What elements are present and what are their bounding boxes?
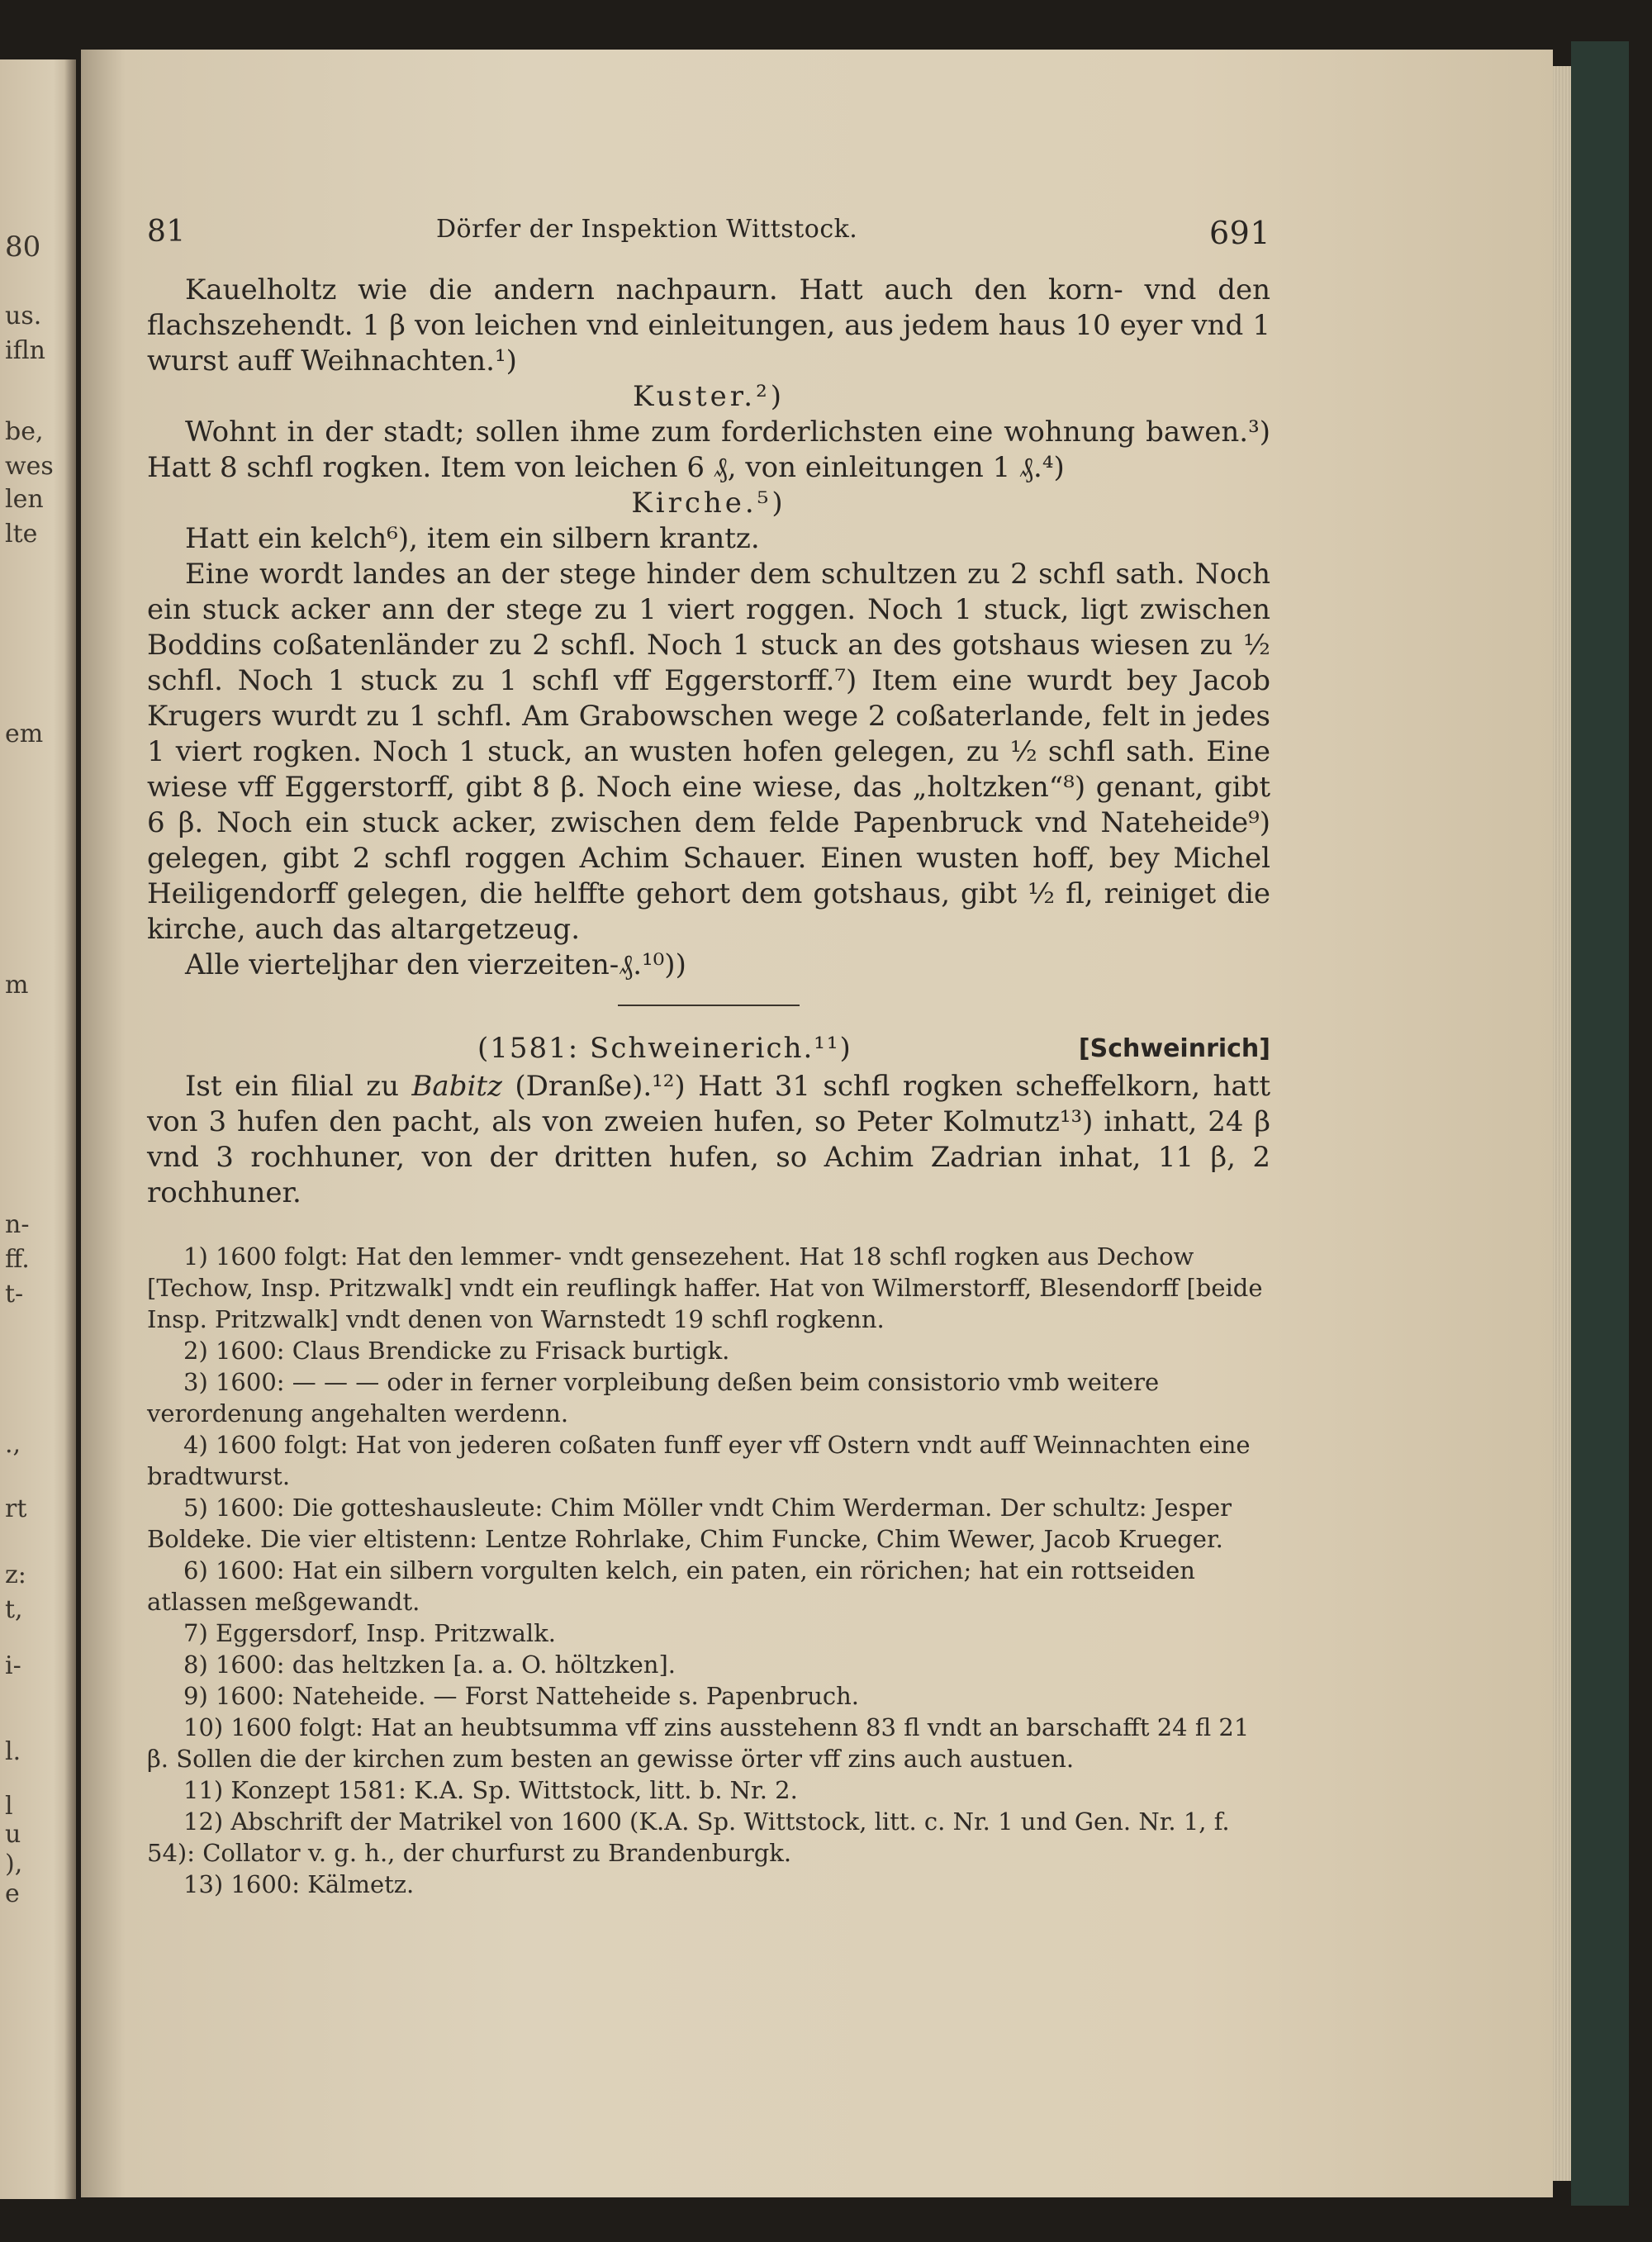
section-divider: [618, 1005, 800, 1006]
footnote: 7) Eggersdorf, Insp. Pritzwalk.: [183, 1619, 556, 1647]
book-gutter-shadow: [64, 59, 76, 2199]
section-number: 81: [147, 215, 186, 249]
left-facing-page: [0, 59, 76, 2199]
running-header: [147, 215, 1270, 273]
left-fragment: lte: [5, 520, 38, 549]
left-fragment: e: [5, 1879, 20, 1908]
kirche-paragraph: Hatt ein kelch⁶), item ein silbern krantz.: [185, 522, 760, 555]
left-fragment: i-: [5, 1651, 21, 1680]
right-page: [81, 50, 1553, 2197]
left-fragment: ff.: [5, 1245, 30, 1274]
schweinrich-modern-name: [Schweinrich]: [1078, 1034, 1270, 1063]
footnote: 8) 1600: das heltzken [a. a. O. höltzken].: [183, 1651, 676, 1679]
footnote: 9) 1600: Nateheide. — Forst Natteheide s. Papenbruch.: [183, 1682, 860, 1710]
footnote: 13) 1600: Kälmetz.: [183, 1870, 415, 1898]
left-fragment: em: [5, 720, 44, 748]
left-fragment: z:: [5, 1560, 26, 1589]
left-fragment: rt: [5, 1494, 27, 1523]
footnotes: [147, 1241, 1270, 1900]
footnote: 10) 1600 folgt: Hat an heubtsumma vff zins ausstehenn 83 fl vndt an barschafft 24 fl 21 β. Sollen die der kirchen zum besten an gewisse örter vff zins auch austuen.: [147, 1713, 1250, 1773]
left-fragment: .,: [5, 1430, 21, 1459]
left-fragment: us.: [5, 302, 42, 330]
page-number: 691: [1208, 215, 1270, 251]
main-text: [147, 273, 1270, 1211]
kirche-paragraph: Alle vierteljhar den vierzeiten-₰.¹⁰)): [185, 948, 686, 981]
footnote: 3) 1600: — — — oder in ferner vorpleibung deßen beim consistorio vmb weitere verordenung angehalten werdenn.: [147, 1368, 1160, 1427]
left-fragment: t,: [5, 1595, 23, 1624]
left-fragment: m: [5, 971, 29, 1000]
intro-paragraph: Kauelholtz wie die andern nachpaurn. Hatt auch den korn- vnd den flachszehendt. 1 β von leichen vnd einleitungen, aus jedem haus 10 eyer vnd 1 wurst auff Weihnachten.¹): [147, 273, 1270, 378]
footnote: 6) 1600: Hat ein silbern vorgulten kelch, ein paten, ein rörichen; hat ein rottseiden atlassen meßgewandt.: [147, 1556, 1195, 1616]
footnote: 1) 1600 folgt: Hat den lemmer- vndt gensezehent. Hat 18 schfl rogken aus Dechow [Techow, Insp. Pritzwalk] vndt ein reuflingk haffer. Hat von Wilmerstorff, Blesendorff [beide Insp. Pritzwalk] vndt denen von Warnstedt 19 schfl rogkenn.: [147, 1242, 1263, 1333]
footnote: 11) Konzept 1581: K.A. Sp. Wittstock, litt. b. Nr. 2.: [183, 1776, 798, 1804]
schweinrich-paragraph: [147, 1069, 1270, 1211]
left-fragment: t-: [5, 1280, 24, 1309]
left-fragment: ifln: [5, 336, 45, 365]
left-fragment: l.: [5, 1737, 21, 1766]
schweinrich-heading-row: [147, 1031, 1270, 1069]
left-fragment: l: [5, 1792, 13, 1821]
kirche-paragraph: Eine wordt landes an der stege hinder dem schultzen zu 2 schfl sath. Noch ein stuck acker ann der stege zu 1 viert roggen. Noch 1 stuck, ligt zwischen Boddins coßatenländer zu 2 schfl. Noch 1 stuck an des gotshaus wiesen zu ½ schfl. Noch 1 stuck zu 1 schfl vff Eggerstorff.⁷) Item eine wurdt bey Jacob Krugers wurdt zu 1 schfl. Am Grabowschen wege 2 coßaterlande, felt in jedes 1 viert rogken. Noch 1 stuck, an wusten hofen gelegen, zu ½ schfl sath. Eine wiese vff Eggerstorff, gibt 8 β. Noch eine wiese, das „holtzken“⁸) genant, gibt 6 β. Noch ein stuck acker, zwischen dem felde Papenbruck vnd Nateheide⁹) gelegen, gibt 2 schfl roggen Achim Schauer. Einen wusten hoff, bey Michel Heiligendorff gelegen, die helffte gehort dem gotshaus, gibt ½ fl, reiniget die kirche, auch das altargetzeug.: [147, 558, 1270, 946]
schweinrich-heading: (1581: Schweinerich.¹¹): [477, 1032, 852, 1065]
book-cover-binding: [1571, 41, 1629, 2206]
kuster-paragraph: Wohnt in der stadt; sollen ihme zum forderlichsten eine wohnung bawen.³) Hatt 8 schfl rogken. Item von leichen 6 ₰, von einleitungen 1 ₰.⁴): [147, 416, 1270, 484]
running-title: Dörfer der Inspektion Wittstock.: [436, 215, 858, 244]
kirche-heading: Kirche.⁵): [631, 487, 786, 520]
left-fragment: ),: [5, 1850, 23, 1879]
left-fragment: len: [5, 485, 44, 514]
place-name-babitz: Babitz: [411, 1070, 502, 1103]
footnote: 12) Abschrift der Matrikel von 1600 (K.A. Sp. Wittstock, litt. c. Nr. 1 und Gen. Nr. 1, f. 54): Collator v. g. h., der churfurst zu Brandenburgk.: [147, 1807, 1230, 1867]
schweinrich-text-end: (Dranße).¹²) Hatt 31 schfl rogken scheffelkorn, hatt von 3 hufen den pacht, als von zweien hufen, so Peter Kolmutz¹³) inhatt, 24 β vnd 3 rochhuner, von der dritten hufen, so Achim Zadrian inhat, 11 β, 2 rochhuner.: [147, 1070, 1270, 1209]
left-fragment: be,: [5, 417, 44, 446]
left-fragment: u: [5, 1820, 21, 1849]
footnote: 4) 1600 folgt: Hat von jederen coßaten funff eyer vff Ostern vndt auff Weinnachten eine bradtwurst.: [147, 1431, 1251, 1490]
left-page-number: 80: [5, 230, 41, 264]
left-fragment: n-: [5, 1210, 30, 1239]
kuster-heading: Kuster.²): [632, 380, 785, 413]
schweinrich-text-start: Ist ein filial zu: [185, 1070, 412, 1103]
footnote: 2) 1600: Claus Brendicke zu Frisack burtigk.: [183, 1337, 730, 1365]
footnote: 5) 1600: Die gotteshausleute: Chim Möller vndt Chim Werderman. Der schultz: Jesper Boldeke. Die vier eltistenn: Lentze Rohrlake, Chim Funcke, Chim Wewer, Jacob Krueger.: [147, 1494, 1232, 1553]
left-fragment: wes: [5, 452, 54, 481]
page-content: [147, 215, 1270, 1900]
